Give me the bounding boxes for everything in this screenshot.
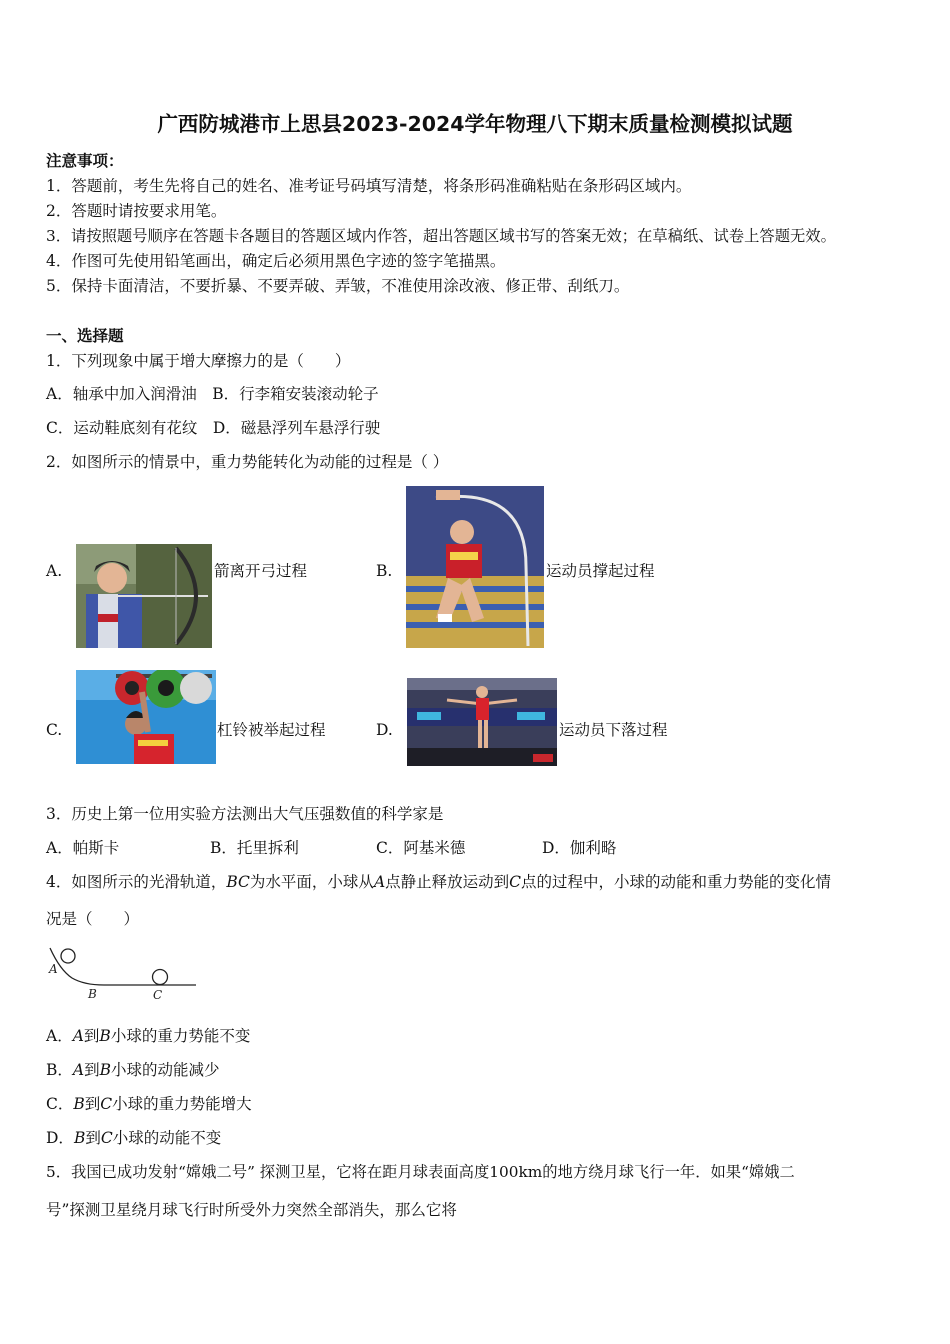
connector: 到 (84, 1061, 100, 1079)
connector: 到 (85, 1129, 101, 1147)
archery-photo (76, 544, 212, 648)
stem-text: 点的过程中，小球的动能和重力势能的变化情 (521, 873, 832, 891)
option: B．托里拆利 (210, 839, 299, 857)
option-text: 小球的动能不变 (112, 1129, 222, 1147)
option-prefix: C． (46, 1095, 74, 1113)
point: C (100, 1129, 113, 1147)
option-label: C. (46, 721, 63, 739)
option: C．阿基米德 (376, 839, 466, 857)
weightlifting-photo (76, 670, 216, 764)
option-caption: 运动员撑起过程 (546, 562, 655, 580)
question-1-options-row: C．运动鞋底刻有花纹 D．磁悬浮列车悬浮行驶 (46, 419, 381, 437)
option-caption: 运动员下落过程 (559, 721, 668, 739)
question-5-stem: 5．我国已成功发射“嫦娥二号” 探测卫星，它将在距月球表面高度100km的地方绕月球飞行一年．如果“嫦娥二 (46, 1163, 795, 1181)
option-label: D. (376, 721, 393, 739)
diagram-label-a: A (49, 962, 58, 976)
stem-text: 4．如图所示的光滑轨道， (46, 873, 227, 891)
track-diagram (46, 940, 201, 1004)
option-text: 小球的动能减少 (111, 1061, 220, 1079)
notice-item: 5．保持卡面清洁，不要折暴、不要弄破、弄皱，不准使用涂改液、修正带、刮纸刀。 (46, 277, 630, 295)
option (46, 1129, 221, 1148)
point: C (100, 1095, 113, 1113)
question-3-stem: 3．历史上第一位用实验方法测出大气压强数值的科学家是 (46, 805, 444, 823)
option (46, 1095, 252, 1114)
point: B (73, 1129, 86, 1147)
notice-item: 3．请按照题号顺序在答题卡各题目的答题区域内作答，超出答题区域书写的答案无效；在草稿纸、试卷上答题无效。 (46, 227, 836, 245)
question-1-options-row: A．轴承中加入润滑油 B．行李箱安装滚动轮子 (46, 385, 379, 403)
point-c: C (509, 873, 522, 891)
point: B (73, 1095, 85, 1113)
question-2-stem: 2．如图所示的情景中，重力势能转化为动能的过程是（ ） (46, 453, 449, 471)
point: A (72, 1027, 84, 1045)
stem-text: 点静止释放运动到 (385, 873, 510, 891)
point: B (99, 1027, 111, 1045)
connector: 到 (84, 1095, 101, 1113)
notice-heading: 注意事项： (46, 151, 124, 170)
connector: 到 (83, 1027, 100, 1045)
notice-item: 2．答题时请按要求用笔。 (46, 202, 227, 220)
question-4-stem-line2: 况是（ ） (46, 910, 140, 928)
option-caption: 箭离开弓过程 (214, 562, 308, 580)
option-text: 小球的重力势能增大 (112, 1095, 252, 1113)
point: A (72, 1061, 85, 1079)
segment-bc: BC (226, 873, 250, 891)
option-label: B. (376, 562, 393, 580)
diagram-label-c: C (153, 988, 163, 1002)
option-caption: 杠铃被举起过程 (217, 721, 326, 739)
notice-item: 4．作图可先使用铅笔画出，确定后必须用黑色字迹的签字笔描黑。 (46, 252, 506, 270)
option (46, 1027, 250, 1046)
trampoline-photo (407, 678, 557, 766)
point-a: A (373, 873, 386, 891)
question-5-stem-line2: 号”探测卫星绕月球飞行时所受外力突然全部消失，那么它将 (46, 1201, 457, 1219)
notice-item: 1．答题前，考生先将自己的姓名、准考证号码填写清楚，将条形码准确粘贴在条形码区域内。 (46, 177, 692, 195)
pole-vault-photo (406, 486, 544, 648)
option-prefix: A． (46, 1027, 73, 1045)
option: A．帕斯卡 (46, 839, 120, 857)
page-title: 广西防城港市上思县2023-2024学年物理八下期末质量检测模拟试题 (157, 112, 793, 136)
option-prefix: B． (46, 1061, 73, 1079)
diagram-label-b: B (88, 987, 97, 1001)
stem-text: 为水平面，小球从 (249, 873, 374, 891)
option-prefix: D． (46, 1129, 74, 1147)
question-1-stem: 1．下列现象中属于增大摩擦力的是（ ） (46, 352, 351, 370)
option (46, 1061, 220, 1080)
option-label: A. (46, 562, 63, 580)
option: D．伽利略 (542, 839, 617, 857)
option-text: 小球的重力势能不变 (110, 1027, 251, 1045)
section-heading: 一、选择题 (46, 326, 124, 345)
question-4-stem (46, 873, 831, 892)
point: B (99, 1061, 111, 1079)
